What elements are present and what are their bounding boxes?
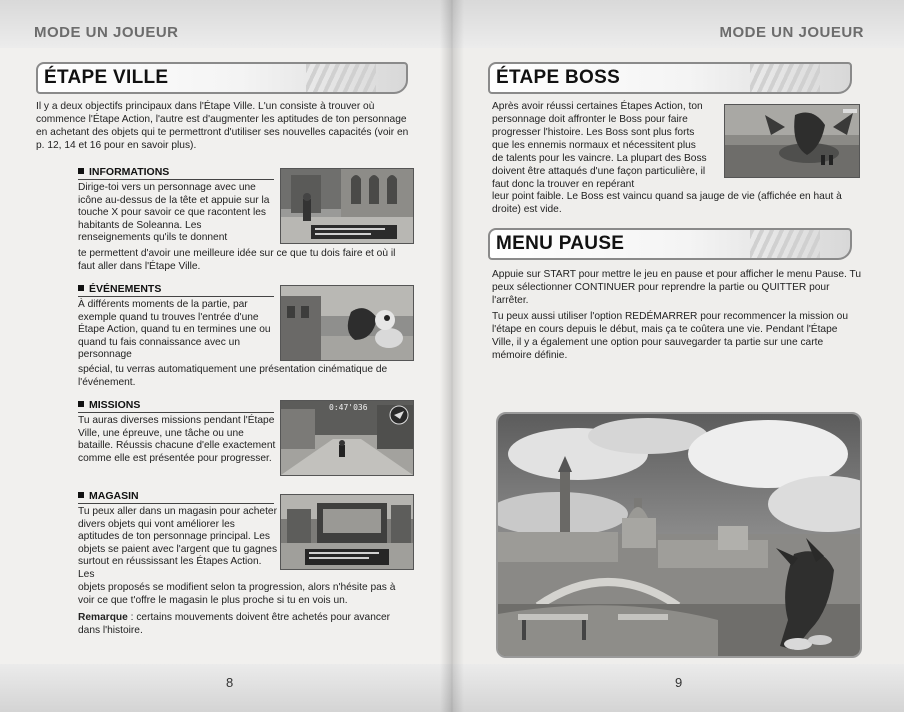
screenshot-evenements xyxy=(280,285,414,361)
evenements-heading: ÉVÉNEMENTS xyxy=(78,283,274,297)
informations-heading: INFORMATIONS xyxy=(78,166,274,180)
screenshot-magasin xyxy=(280,494,414,570)
intro-paragraph: Il y a deux objectifs principaux dans l'Étape Ville. L'un consiste à trouver où commence l'Étape Action, l'autre est d'augmenter les aptitudes de ton personnage en achetant des objets qui te permettront d'utiliser ses nouvelles capacités (voir en p. 12, 14 et 16 pour en savoir plus). xyxy=(36,101,409,151)
missions-text: Tu auras diverses missions pendant l'Étape Ville, une épreuve, une tâche ou une bataille. Réussis chacune d'elle exactement comme elle est présentée pour progresser. xyxy=(78,415,276,464)
note-text: : certains mouvements doivent être achetés pour avancer dans l'histoire. xyxy=(78,612,391,636)
boss-paragraph-cont: leur point faible. Le Boss est vaincu quand sa jauge de vie (affichée en haut à droite) est vide. xyxy=(492,191,842,215)
mode-title: MODE UN JOUEUR xyxy=(34,24,179,41)
magasin-heading: MAGASIN xyxy=(78,490,274,504)
banner-stripes xyxy=(750,64,820,92)
evenements-text: À différents moments de la partie, par exemple quand tu trouves l'entrée d'une Étape Action, quand tu en termines une ou quand tu fais connaissance avec un personnage xyxy=(78,299,271,360)
magasin-text-cont: objets proposés se modifient selon ta progression, alors n'hésite pas à voir ce que t'offre le magasin le plus proche si tu en vois un. xyxy=(78,582,396,606)
screenshot-city-view xyxy=(496,412,862,658)
screenshot-informations xyxy=(280,168,414,244)
note-paragraph xyxy=(78,612,398,637)
page-number: 9 xyxy=(675,675,683,690)
mode-title: MODE UN JOUEUR xyxy=(719,24,864,41)
screenshot-missions xyxy=(280,400,414,476)
section-title: ÉTAPE BOSS xyxy=(496,67,621,88)
informations-text: Dirige-toi vers un personnage avec une icône au-dessus de la tête et appuie sur la touche X pour savoir ce que racontent les habitants de Soleanna. Les renseignements qu'ils te donnent xyxy=(78,182,270,243)
section-banner-etape-ville xyxy=(36,62,408,94)
section-title: ÉTAPE VILLE xyxy=(44,67,169,88)
note-label: Remarque xyxy=(78,612,128,623)
missions-heading: MISSIONS xyxy=(78,399,274,413)
book-gutter xyxy=(440,0,464,712)
section-title: MENU PAUSE xyxy=(496,233,625,254)
screenshot-boss xyxy=(724,104,860,178)
pause-paragraph-1: Appuie sur START pour mettre le jeu en pause et pour afficher le menu Pause. Tu peux sélectionner CONTINUER pour reprendre la partie ou QUITTER pour l'arrêter. xyxy=(492,269,862,306)
magasin-text: Tu peux aller dans un magasin pour acheter divers objets qui vont améliorer les aptitudes de ton personnage principal. Les objets se paient avec l'argent que tu gagnes surtout en réussissant les Étapes Action. Les xyxy=(78,506,278,580)
section-banner-menu-pause xyxy=(488,228,852,260)
evenements-text-cont: spécial, tu verras automatiquement une présentation cinématique de l'événement. xyxy=(78,364,388,388)
boss-paragraph: Après avoir réussi certaines Étapes Action, ton personnage doit affronter le Boss pour faire progresser l'histoire. Les Boss sont plus forts que les ennemis normaux et nécessitent plus de talents pour les vaincre. La plupart des Boss doivent être attaqués d'une façon particulière, il faut donc la trouver en repérant xyxy=(492,101,707,190)
informations-text-cont: te permettent d'avoir une meilleure idée sur ce que tu dois faire et où il faut aller dans l'Étape Ville. xyxy=(78,248,396,272)
right-page xyxy=(452,0,904,712)
hud-timer: 0:47'036 xyxy=(329,403,368,412)
section-banner-etape-boss xyxy=(488,62,852,94)
pause-paragraph-2: Tu peux aussi utiliser l'option REDÉMARRER pour recommencer la mission ou l'étape en cours depuis le début, mais ça te coûtera une vie. Pendant l'Étape Ville, il y a également une option pour sauvegarder ta partie sur une carte mémoire définie. xyxy=(492,311,848,361)
banner-stripes xyxy=(306,64,376,92)
page-number: 8 xyxy=(226,675,234,690)
banner-stripes xyxy=(750,230,820,258)
